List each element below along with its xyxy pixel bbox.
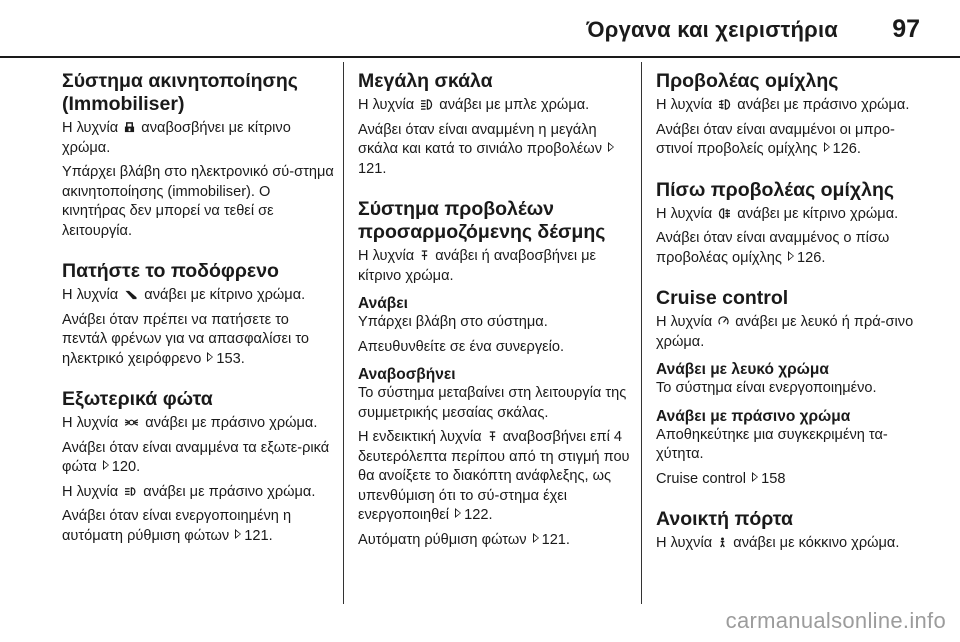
page-number: 97 [892,15,920,43]
column-1 [62,70,334,551]
heading-exterior-lights: Εξωτερικά φώτα [62,388,213,410]
front-fog-icon [718,99,731,110]
paragraph: Ανάβει όταν είναι ενεργοποιημένη η αυτόματη ρύθμιση φώτων 121. [62,508,292,544]
heading-high-beam: Μεγάλη σκάλα [358,70,493,92]
header-rule [0,56,960,58]
paragraph: Η λυχνία ανάβει με μπλε χρώμα. [358,97,590,113]
paragraph: Ανάβει όταν είναι αναμμένος ο πίσω προβολέας ομίχλης 126. [656,230,890,266]
heading-rear-fog: Πίσω προβολέας ομίχλης [656,178,895,201]
heading-front-fog: Προβολέας ομίχλης [656,70,839,92]
paragraph: Ανάβει όταν είναι αναμμένη η μεγάλη σκάλα και κατά το σινιάλο προβολέων 121. [358,121,630,180]
heading-cruise-control: Cruise control [656,287,789,309]
paragraph: Η λυχνία ανάβει με κίτρινο χρώμα. [62,287,306,303]
column-divider [641,62,642,604]
column-3 [656,70,928,559]
column-divider [343,62,344,604]
paragraph: Η λυχνία ανάβει με πράσινο χρώμα. [62,415,318,431]
cruise-control-icon [718,316,729,327]
paragraph: Η ενδεικτική λυχνία αναβοσβήνει επί 4 δευτερόλεπτα περίπου από τη στιγμή που θα ανοίξετε το διακόπτη ανάφλεξης, ως υπενθύμιση ότι το σύ-στημα έχει ενεργοποιηθεί 122. [358,429,630,523]
paragraph: Αυτόματη ρύθμιση φώτων 121. [358,531,570,548]
paragraph: Η λυχνία ανάβει με κόκκινο χρώμα. [656,535,900,551]
immobiliser-icon [124,122,135,133]
reference-arrow-icon [455,508,461,518]
paragraph: Ανάβει όταν είναι αναμμένα τα εξωτε-ρικά φώτα 120. [62,439,330,475]
subheading-lights-up: Ανάβει [358,295,408,312]
paragraph: Απευθυνθείτε σε ένα συνεργείο. [358,338,565,355]
high-beam-icon [420,99,433,110]
afl-icon [488,431,497,442]
pedal-icon [124,289,138,300]
reference-arrow-icon [103,460,109,470]
reference-arrow-icon [752,472,758,482]
paragraph: Η λυχνία ανάβει με πράσινο χρώμα. [62,483,316,500]
section-title: Όργανα και χειριστήρια [586,17,838,42]
reference-arrow-icon [608,142,614,152]
paragraph: Cruise control 158 [656,470,786,487]
paragraph: Αποθηκεύτηκε μια συγκεκριμένη τα-χύτητα. [656,426,888,462]
paragraph: Ανάβει όταν πρέπει να πατήσετε το πεντάλ φρένων για να απασφαλίσει το ηλεκτρικό χειρόφρενο 153. [62,311,310,367]
heading-door-open: Ανοικτή πόρτα [656,508,793,530]
paragraph: Η λυχνία αναβοσβήνει με κίτρινο χρώμα. [62,120,291,156]
paragraph: Η λυχνία ανάβει ή αναβοσβήνει με κίτρινο χρώμα. [358,248,597,284]
reference-arrow-icon [824,142,830,152]
reference-arrow-icon [533,533,539,543]
column-2 [358,70,630,555]
paragraph: Υπάρχει βλάβη στο σύστημα. [358,314,548,330]
heading-immobiliser: Σύστημα ακινητοποίησης (Immobiliser) [62,70,298,115]
heading-clutch: Πατήστε το ποδόφρενο [62,260,279,282]
page-header [0,0,960,56]
auto-lights-icon [124,486,137,497]
reference-arrow-icon [207,352,213,362]
paragraph: Υπάρχει βλάβη στο ηλεκτρονικό σύ-στημα ακινητοποίησης (immobiliser). Ο κινητήρας δεν μπορεί να τεθεί σε λειτουργία. [62,164,334,239]
rear-fog-icon [718,208,731,219]
side-lights-icon [124,417,139,428]
reference-arrow-icon [788,251,794,261]
paragraph: Ανάβει όταν είναι αναμμένοι οι μπρο-στινοί προβολείς ομίχλης 126. [656,121,895,157]
paragraph: Το σύστημα μεταβαίνει στη λειτουργία της συμμετρικής μεσαίας σκάλας. [358,385,627,421]
paragraph: Το σύστημα είναι ενεργοποιημένο. [656,380,877,396]
subheading-white: Ανάβει με λευκό χρώμα [656,361,829,378]
door-open-icon [718,537,727,548]
subheading-green: Ανάβει με πράσινο χρώμα [656,407,851,425]
reference-arrow-icon [235,529,241,539]
paragraph: Η λυχνία ανάβει με κίτρινο χρώμα. [656,205,899,222]
afl-icon [420,250,429,261]
watermark: carmanualsonline.info [725,608,946,633]
paragraph: Η λυχνία ανάβει με πράσινο χρώμα. [656,97,910,113]
subheading-flashes: Αναβοσβήνει [358,366,456,383]
paragraph: Η λυχνία ανάβει με λευκό ή πρά-σινο χρώμα. [656,314,914,350]
heading-afl: Σύστημα προβολέων προσαρμοζόμενης δέσμης [358,198,606,243]
